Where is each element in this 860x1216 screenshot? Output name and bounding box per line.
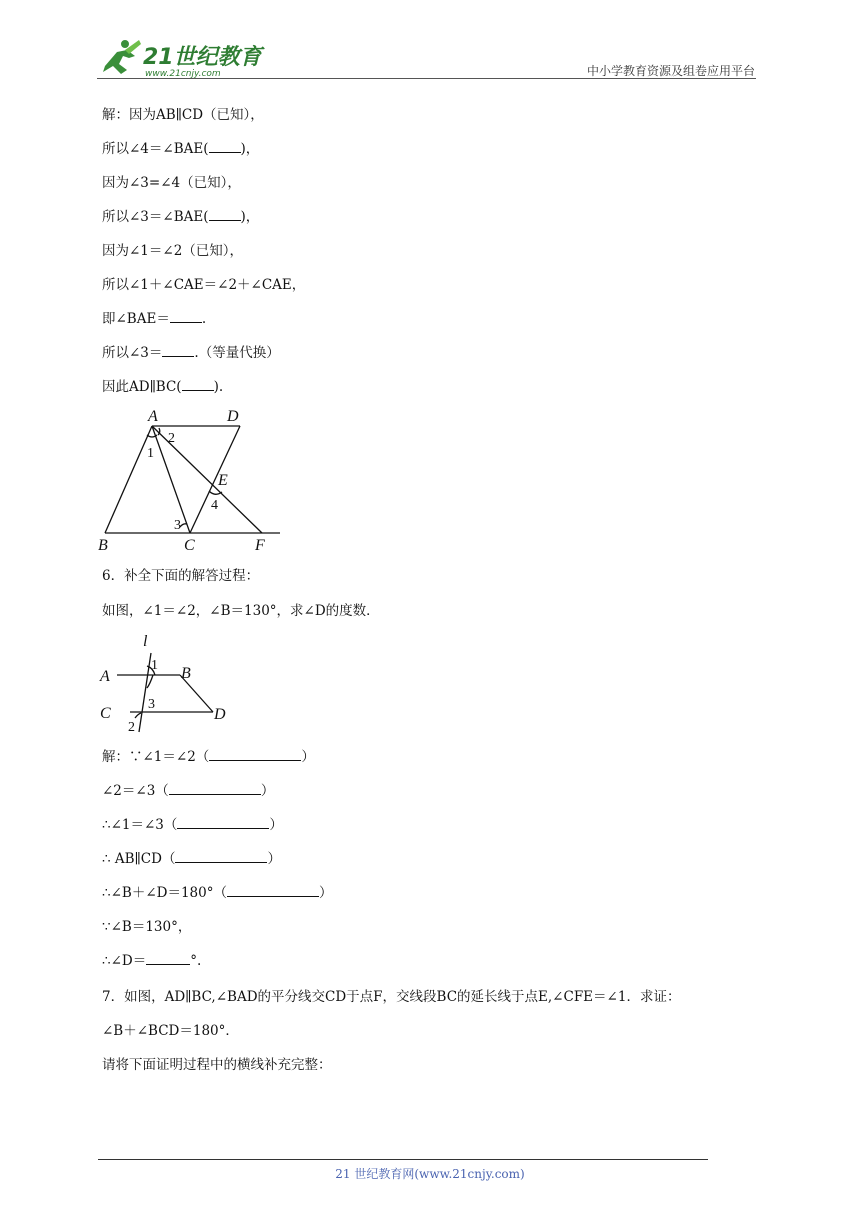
angle-2: 2 [168,431,175,446]
p5-line-2-end: )， [240,141,260,157]
p7-line-3: 请将下面证明过程中的横线补充完整： [102,1057,332,1073]
logo-text: 21世纪教育 [143,45,262,70]
answer-blank[interactable] [209,208,241,221]
p5-line-9 [102,378,223,396]
p6-statement: 如图，∠1＝∠2，∠B＝130°，求∠D的度数． [102,603,380,619]
p6-step-7-end: °. [190,953,202,969]
p6-step-7-text: ∴∠D＝ [102,953,147,969]
p5-line-8 [102,344,280,362]
angle-2: 2 [128,720,135,735]
answer-blank[interactable] [209,748,301,761]
label-C: C [100,705,111,722]
label-A: A [148,408,158,425]
label-D: D [227,408,239,425]
answer-blank[interactable] [162,344,194,357]
p5-line-6: 所以∠1＋∠CAE＝∠2＋∠CAE， [102,277,306,293]
p5-line-2 [102,140,259,158]
p5-line-4 [102,208,259,226]
label-C: C [184,537,195,554]
label-B: B [181,665,191,682]
p5-line-5: 因为∠1＝∠2（已知）， [102,243,244,259]
answer-blank[interactable] [227,884,319,897]
angle-3: 3 [174,518,181,533]
p6-step-3-end: ） [269,817,283,833]
answer-blank[interactable] [146,952,190,965]
p6-step-3-text: ∴∠1＝∠3（ [102,817,178,833]
p6-step-5-text: ∴∠B＋∠D＝180°（ [102,885,227,901]
label-A: A [100,668,110,685]
footer-divider [98,1159,708,1160]
p6-title: 6．补全下面的解答过程： [102,568,260,584]
site-logo [95,36,265,82]
answer-blank[interactable] [169,782,261,795]
p5-line-8-text: 所以∠3＝ [102,345,163,361]
answer-blank[interactable] [209,140,241,153]
angle-1: 1 [147,446,154,461]
angle-3: 3 [148,697,155,712]
label-E: E [218,472,228,489]
p6-step-2-end: ） [260,783,275,799]
p6-step-4-end: ） [267,851,281,867]
figure-parallelogram [95,405,295,555]
p6-step-1-end: ） [301,749,315,765]
p5-line-4-text: 所以∠3＝∠BAE( [102,209,209,225]
p5-line-7-text: 即∠BAE＝ [102,311,170,327]
answer-blank[interactable] [177,816,269,829]
p5-line-8-end: .（等量代换） [194,345,280,361]
p6-step-2-text: ∠2＝∠3（ [102,783,169,799]
p6-step-5 [102,884,332,902]
p7-line-1: 7．如图，AD∥BC,∠BAD的平分线交CD于点F，交线段BC的延长线于点E,∠CFE＝∠1．求证： [102,989,681,1005]
header-platform-name: 中小学教育资源及组卷应用平台 [586,64,755,78]
label-F: F [255,537,265,554]
p6-step-1 [102,748,315,766]
label-D: D [214,706,226,723]
p6-step-4 [102,850,281,868]
p6-step-6: ∵∠B＝130°， [102,919,192,935]
p5-line-4-end: )， [240,209,260,225]
figure-transversal [95,628,245,740]
p5-line-2-text: 所以∠4＝∠BAE( [102,141,209,157]
logo-url: www.21cnjy.com [145,69,221,79]
header-divider [97,78,756,79]
p6-step-4-text: ∴ AB∥CD（ [102,851,176,867]
answer-blank[interactable] [175,850,267,863]
p6-step-5-end: ） [318,885,333,901]
answer-blank[interactable] [182,378,214,391]
answer-blank[interactable] [170,310,202,323]
p5-line-3: 因为∠3=∠4（已知）， [102,175,241,191]
label-l: l [143,633,148,650]
p7-line-2: ∠B＋∠BCD＝180°． [102,1023,239,1039]
p6-step-1-text: 解：∵∠1＝∠2（ [102,749,210,765]
angle-1: 1 [151,658,158,673]
runner-icon [103,40,141,74]
p5-line-7 [102,310,206,328]
p6-step-7 [102,952,201,970]
p5-line-9-end: ). [213,379,224,395]
p6-step-2 [102,782,274,800]
p5-line-7-end: . [201,311,207,327]
angle-4: 4 [211,498,218,513]
p5-line-9-text: 因此AD∥BC( [102,379,182,395]
label-B: B [98,537,108,554]
p6-step-3 [102,816,283,834]
p5-line-1: 解：因为AB∥CD（已知）， [102,107,264,123]
footer-link[interactable]: 21 世纪教育网(www.21cnjy.com) [335,1167,525,1181]
